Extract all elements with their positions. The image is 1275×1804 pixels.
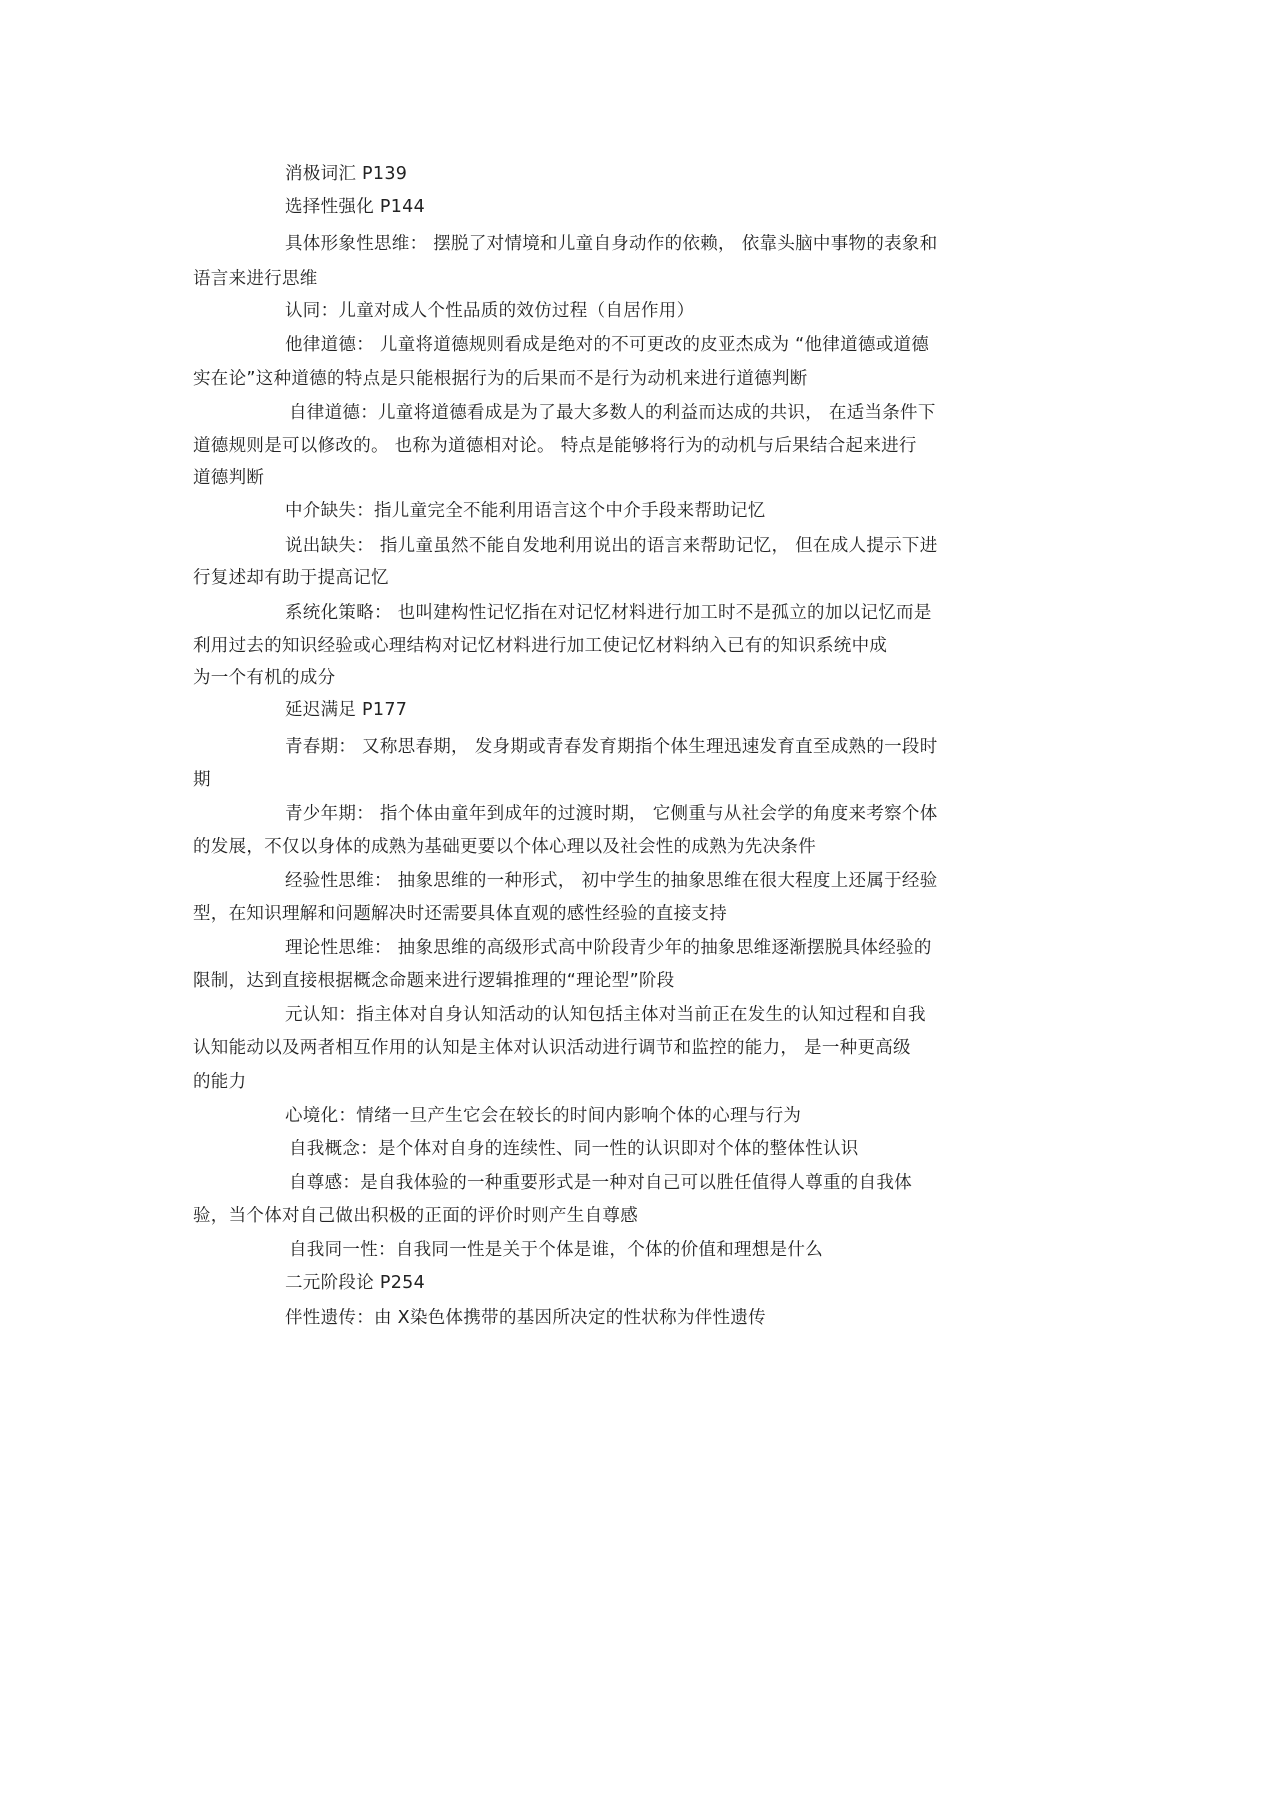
text-line: 说出缺失： 指儿童虽然不能自发地利用说出的语言来帮助记忆， 但在成人提示下进 — [285, 536, 938, 556]
text-line: 延迟满足 P177 — [285, 700, 408, 720]
text-line: 二元阶段论 P254 — [285, 1273, 426, 1293]
text-line: 系统化策略： 也叫建构性记忆指在对记忆材料进行加工时不是孤立的加以记忆而是 — [285, 603, 932, 623]
text-line: 行复述却有助于提高记忆 — [193, 568, 389, 588]
text-line: 选择性强化 P144 — [285, 197, 426, 217]
text-line: 为一个有机的成分 — [193, 668, 336, 688]
text-line: 道德判断 — [193, 468, 265, 488]
text-line: 的能力 — [193, 1072, 247, 1092]
text-line: 自律道德：儿童将道德看成是为了最大多数人的利益而达成的共识， 在适当条件下 — [289, 403, 936, 423]
text-line: 青少年期： 指个体由童年到成年的过渡时期， 它侧重与从社会学的角度来考察个体 — [285, 804, 938, 824]
text-line: 验，当个体对自己做出积极的正面的评价时则产生自尊感 — [193, 1206, 638, 1226]
text-line: 语言来进行思维 — [193, 269, 318, 289]
text-line: 伴性遗传：由 X染色体携带的基因所决定的性状称为伴性遗传 — [285, 1308, 766, 1328]
text-line: 利用过去的知识经验或心理结构对记忆材料进行加工使记忆材料纳入已有的知识系统中成 — [193, 636, 888, 656]
text-line: 期 — [193, 770, 211, 790]
text-line: 限制，达到直接根据概念命题来进行逻辑推理的“理论型”阶段 — [193, 971, 675, 991]
text-line: 认知能动以及两者相互作用的认知是主体对认识活动进行调节和监控的能力， 是一种更高级 — [193, 1038, 911, 1058]
text-line: 型，在知识理解和问题解决时还需要具体直观的感性经验的直接支持 — [193, 904, 727, 924]
text-line: 自我概念：是个体对自身的连续性、同一性的认识即对个体的整体性认识 — [289, 1139, 859, 1159]
text-line: 经验性思维： 抽象思维的一种形式， 初中学生的抽象思维在很大程度上还属于经验 — [285, 871, 938, 891]
text-line: 道德规则是可以修改的。 也称为道德相对论。 特点是能够将行为的动机与后果结合起来进行 — [193, 436, 917, 456]
text-line: 青春期： 又称思春期， 发身期或青春发育期指个体生理迅速发育直至成熟的一段时 — [285, 737, 938, 757]
text-line: 中介缺失：指儿童完全不能利用语言这个中介手段来帮助记忆 — [285, 501, 766, 521]
text-line: 心境化：情绪一旦产生它会在较长的时间内影响个体的心理与行为 — [285, 1106, 802, 1126]
text-line: 自我同一性：自我同一性是关于个体是谁，个体的价值和理想是什么 — [289, 1240, 823, 1260]
text-line: 理论性思维： 抽象思维的高级形式高中阶段青少年的抽象思维逐渐摆脱具体经验的 — [285, 938, 932, 958]
text-line: 他律道德： 儿童将道德规则看成是绝对的不可更改的皮亚杰成为 “他律道德或道德 — [285, 335, 930, 355]
text-line: 具体形象性思维： 摆脱了对情境和儿童自身动作的依赖， 依靠头脑中事物的表象和 — [285, 234, 938, 254]
text-line: 消极词汇 P139 — [285, 164, 408, 184]
text-line: 实在论”这种道德的特点是只能根据行为的后果而不是行为动机来进行道德判断 — [193, 369, 808, 389]
text-line: 的发展，不仅以身体的成熟为基础更要以个体心理以及社会性的成熟为先决条件 — [193, 837, 816, 857]
text-line: 认同：儿童对成人个性品质的效仿过程（自居作用） — [285, 301, 695, 321]
text-line: 元认知：指主体对自身认知活动的认知包括主体对当前正在发生的认知过程和自我 — [285, 1005, 926, 1025]
text-line: 自尊感：是自我体验的一种重要形式是一种对自己可以胜任值得人尊重的自我体 — [289, 1173, 912, 1193]
